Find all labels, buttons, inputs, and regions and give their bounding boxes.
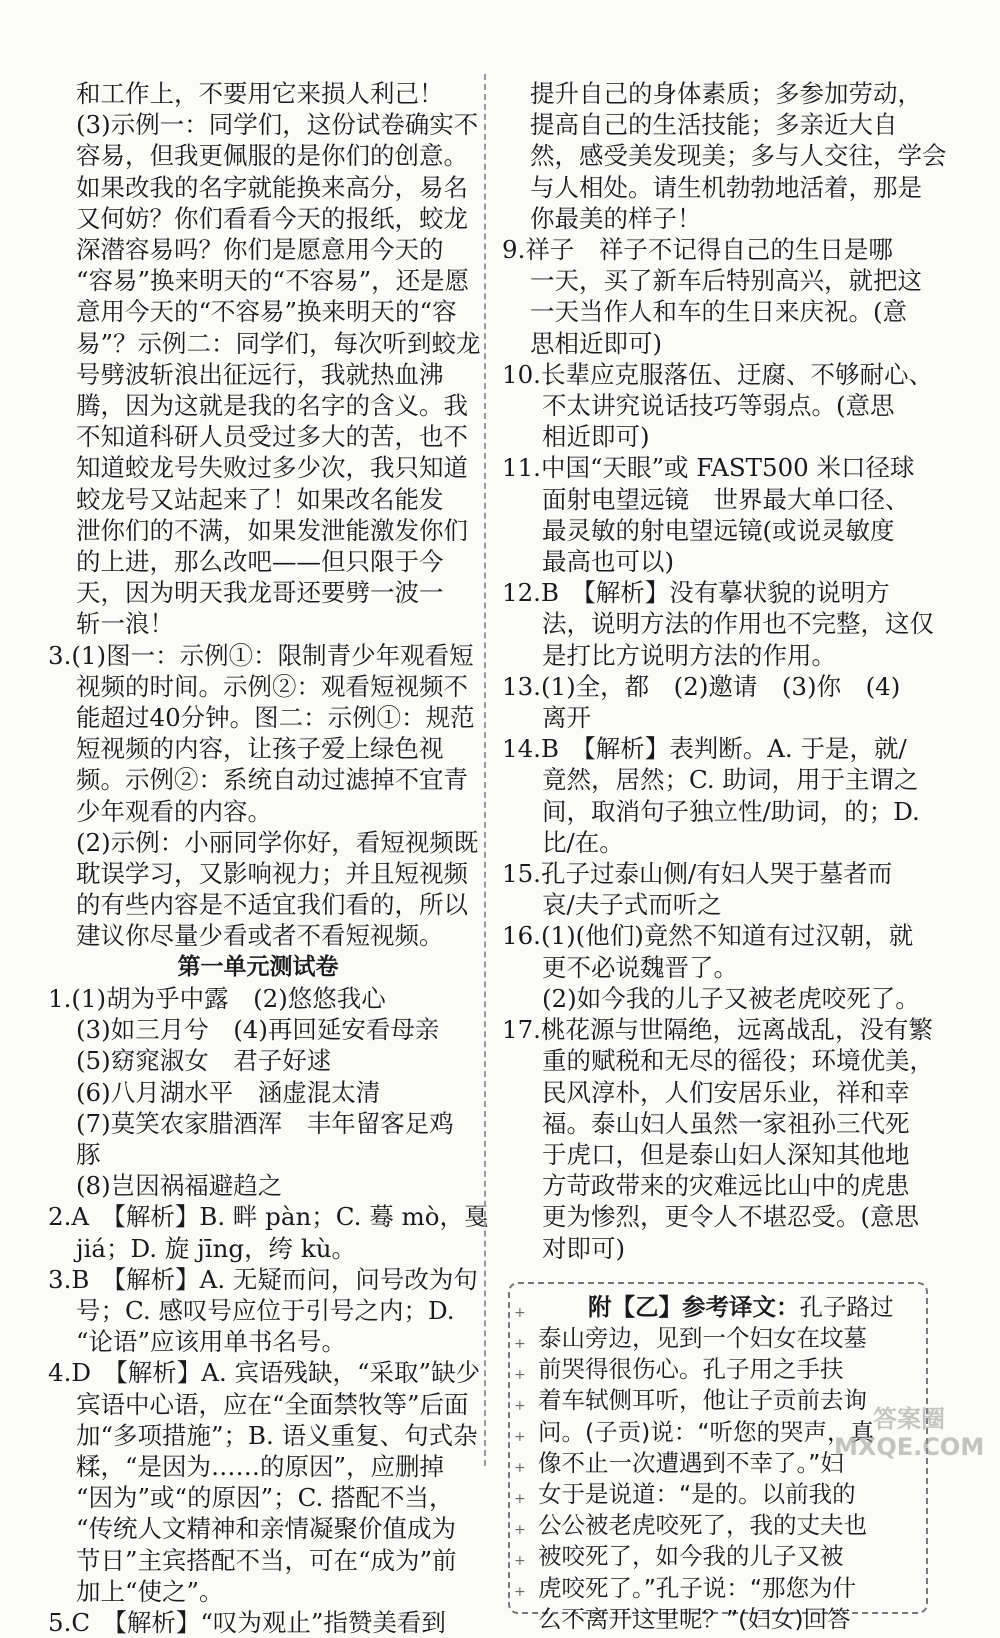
text-line: 竟然，居然；C. 助词，用于主谓之 <box>542 765 919 795</box>
text-line: 哀/夫子式而听之 <box>542 890 722 920</box>
text-line: (5)窈窕淑女 君子好逑 <box>76 1046 332 1076</box>
text-line: 深潜容易吗？你们是愿意用今天的 <box>76 235 444 265</box>
text-line: jiá；D. 旋 jīng，绔 kù。 <box>76 1233 356 1263</box>
text-line: (3)示例一：同学们，这份试卷确实不 <box>76 110 479 140</box>
translation-line: 虎咬死了。”孔子说：“那您为什 <box>538 1573 857 1602</box>
translation-line: 着车轼侧耳听，他让子贡前去询 <box>538 1386 867 1415</box>
text-line: 重的赋税和无尽的徭役；环境优美， <box>542 1046 934 1076</box>
text-line: 容易，但我更佩服的是你们的创意。 <box>76 141 468 171</box>
text-line: 福。泰山妇人虽然一家祖孙三代死 <box>542 1108 910 1138</box>
text-line: 意用今天的“不容易”换来明天的“容 <box>76 297 457 327</box>
text-line: 提升自己的身体素质；多参加劳动， <box>530 79 922 108</box>
translation-line: 被咬死了，如今我的儿子又被 <box>538 1542 844 1571</box>
left-column <box>48 78 489 1638</box>
text-line: 知道蛟龙号失败过多少次，我只知道 <box>76 453 468 483</box>
text-line: 1.(1)胡为乎中露 (2)悠悠我心 <box>48 983 386 1013</box>
text-line: 建议你尽量少看或者不看短视频。 <box>76 921 444 951</box>
box-border-decoration: + + + + + + + + + + <box>514 1304 526 1600</box>
text-line: 宾语中心语，应在“全面禁牧等”后面 <box>76 1389 469 1419</box>
text-line: 2.A 【解析】B. 畔 pàn；C. 蓦 mò，戛 <box>48 1202 489 1232</box>
text-line: 节日”主宾搭配不当，可在“成为”前 <box>76 1545 457 1575</box>
text-line: 如果改我的名字就能换来高分，易名 <box>76 172 468 202</box>
text-line: 法，说明方法的作用也不完整，这仅 <box>542 609 934 639</box>
text-line: 10.长辈应克服落伍、迂腐、不够耐心、 <box>502 359 933 389</box>
text-line: 易”？示例二：同学们，每次听到蛟龙 <box>76 328 481 358</box>
text-line: 少年观看的内容。 <box>76 796 272 826</box>
translation-line: 么不离开这里呢？”(妇女)回答 <box>538 1604 851 1633</box>
text-line: 方苛政带来的灾难远比山中的虎患 <box>542 1171 910 1201</box>
text-line: 不知道科研人员受过多大的苦，也不 <box>76 422 468 452</box>
translation-line: 问。(子贡)说：“听您的哭声，真 <box>538 1417 875 1446</box>
watermark-logo <box>834 1405 984 1467</box>
watermark-line1: 答案圈 <box>873 1405 945 1433</box>
text-line: 蛟龙号又站起来了！如果改名能发 <box>76 484 444 514</box>
text-line: 与人相处。请生机勃勃地活着，那是 <box>530 172 922 202</box>
text-line: 13.(1)全，都 (2)邀请 (3)你 (4) <box>502 671 901 701</box>
text-line: 斩一浪！ <box>76 609 174 639</box>
text-line: (2)示例：小丽同学你好，看短视频既 <box>76 827 479 857</box>
text-line: 然，感受美发现美；多与人交往，学会 <box>530 141 947 171</box>
text-line: 最高也可以) <box>542 547 675 577</box>
translation-heading: 附【乙】参考译文： <box>588 1292 800 1321</box>
text-line: 豚 <box>76 1139 101 1169</box>
translation-line: 像不止一次遭遇到不幸了。”妇 <box>538 1448 844 1477</box>
text-line: 相近即可) <box>542 422 650 452</box>
text-line: 糅，“是因为……的原因”，应删掉 <box>76 1451 445 1481</box>
text-line: 泄你们的不满，如果发泄能激发你们 <box>76 515 468 545</box>
text-line: “论语”应该用单书名号。 <box>76 1327 347 1357</box>
translation-text: 孔子路过 <box>799 1292 894 1321</box>
text-line: 耽误学习，又影响视力；并且短视频 <box>76 859 468 889</box>
text-line: 5.C 【解析】“叹为观止”指赞美看到 <box>48 1607 446 1637</box>
text-line: (8)岂因祸福避趋之 <box>76 1171 283 1201</box>
text-line: 又何妨？你们看看今天的报纸，蛟龙 <box>76 203 468 233</box>
text-line: 加上“使之”。 <box>76 1576 224 1606</box>
translation-line: 前哭得很伤心。孔子用之手扶 <box>538 1355 844 1384</box>
watermark-line2: MXQE.COM <box>834 1433 985 1461</box>
text-line: 是打比方说明方法的作用。 <box>542 640 836 670</box>
text-line: 一天当作人和车的生日来庆祝。(意 <box>530 297 908 327</box>
text-line: 思相近即可) <box>530 328 663 358</box>
text-line: 14.B 【解析】表判断。A. 于是，就/ <box>502 734 907 764</box>
right-column-lines <box>502 78 947 1264</box>
text-line: 的上进，那么改吧——但只限于今 <box>76 547 444 577</box>
text-line: 号；C. 感叹号应位于引号之内；D. <box>76 1295 455 1325</box>
text-line: 一天，买了新车后特别高兴，就把这 <box>530 266 922 296</box>
translation-line: 泰山旁边，见到一个妇女在坟墓 <box>538 1323 867 1352</box>
text-line: (6)八月湖水平 涵虚混太清 <box>76 1077 381 1107</box>
text-line: 的有些内容是不适宜我们看的，所以 <box>76 890 468 920</box>
text-line: 号劈波斩浪出征远行，我就热血沸 <box>76 359 444 389</box>
text-line: 11.中国“天眼”或 FAST500 米口径球 <box>502 453 915 483</box>
text-line: 加“多项措施”；B. 语义重复、句式杂 <box>76 1420 478 1450</box>
text-line: (7)莫笑农家腊酒浑 丰年留客足鸡 <box>76 1108 454 1138</box>
text-line: “传统人文精神和亲情凝聚价值成为 <box>76 1514 457 1544</box>
text-line: (2)如今我的儿子又被老虎咬死了。 <box>542 983 920 1013</box>
text-line: 提高自己的生活技能；多亲近大自 <box>530 110 898 140</box>
text-line: 比/在。 <box>542 827 624 857</box>
translation-line <box>538 1292 918 1323</box>
translation-line: 公公被老虎咬死了，我的丈夫也 <box>538 1511 867 1540</box>
translation-line: 女于是说道：“是的。以前我的 <box>538 1479 856 1508</box>
text-line: 面射电望远镜 世界最大单口径、 <box>542 484 910 514</box>
text-line: 更不必说魏晋了。 <box>542 952 738 982</box>
text-line: 能超过40分钟。图二：示例①：规范 <box>76 703 475 733</box>
text-line: 更为惨烈，更令人不堪忍受。(意思 <box>542 1202 920 1232</box>
text-line: 9.祥子 祥子不记得自己的生日是哪 <box>502 235 893 265</box>
text-line: (3)如三月兮 (4)再回延安看母亲 <box>76 1015 440 1045</box>
text-line: 12.B 【解析】没有摹状貌的说明方 <box>502 578 890 608</box>
right-column <box>502 78 947 1633</box>
text-line: 4.D 【解析】A. 宾语残缺，“采取”缺少 <box>48 1358 481 1388</box>
text-line: 民风淳朴，人们安居乐业，祥和幸 <box>542 1077 910 1107</box>
text-line: 间，取消句子独立性/助词，的；D. <box>542 796 920 826</box>
text-line: 频。示例②：系统自动过滤掉不宜青 <box>76 765 468 795</box>
text-line: 3.B 【解析】A. 无疑而问，问号改为句 <box>48 1264 478 1294</box>
text-line: 对即可) <box>542 1233 626 1263</box>
section-heading: 第一单元测试卷 <box>177 953 339 980</box>
text-line: 腾，因为这就是我的名字的含义。我 <box>76 391 468 421</box>
text-line: 离开 <box>542 703 591 733</box>
text-line: 16.(1)(他们)竟然不知道有过汉朝，就 <box>502 921 914 951</box>
text-line: 天，因为明天我龙哥还要劈一波一 <box>76 578 444 608</box>
column-divider <box>484 74 486 1466</box>
text-line: 视频的时间。示例②：观看短视频不 <box>76 671 468 701</box>
text-line: 不太讲究说话技巧等弱点。(意思 <box>542 391 895 421</box>
text-line: 于虎口，但是泰山妇人深知其他地 <box>542 1139 910 1169</box>
text-line: 15.孔子过泰山侧/有妇人哭于墓者而 <box>502 859 893 889</box>
text-line: “容易”换来明天的“不容易”，还是愿 <box>76 266 470 296</box>
text-line: 17.桃花源与世隔绝，远离战乱，没有繁 <box>502 1015 933 1045</box>
text-line: 和工作上，不要用它来损人利己！ <box>76 79 444 108</box>
text-line: 你最美的样子！ <box>530 203 702 233</box>
text-line: 3.(1)图一：示例①：限制青少年观看短 <box>48 640 474 670</box>
text-line: “因为”或“的原因”；C. 搭配不当， <box>76 1483 454 1513</box>
text-line: 最灵敏的射电望远镜(或说灵敏度 <box>542 515 895 545</box>
text-line: 短视频的内容，让孩子爱上绿色视 <box>76 734 444 764</box>
